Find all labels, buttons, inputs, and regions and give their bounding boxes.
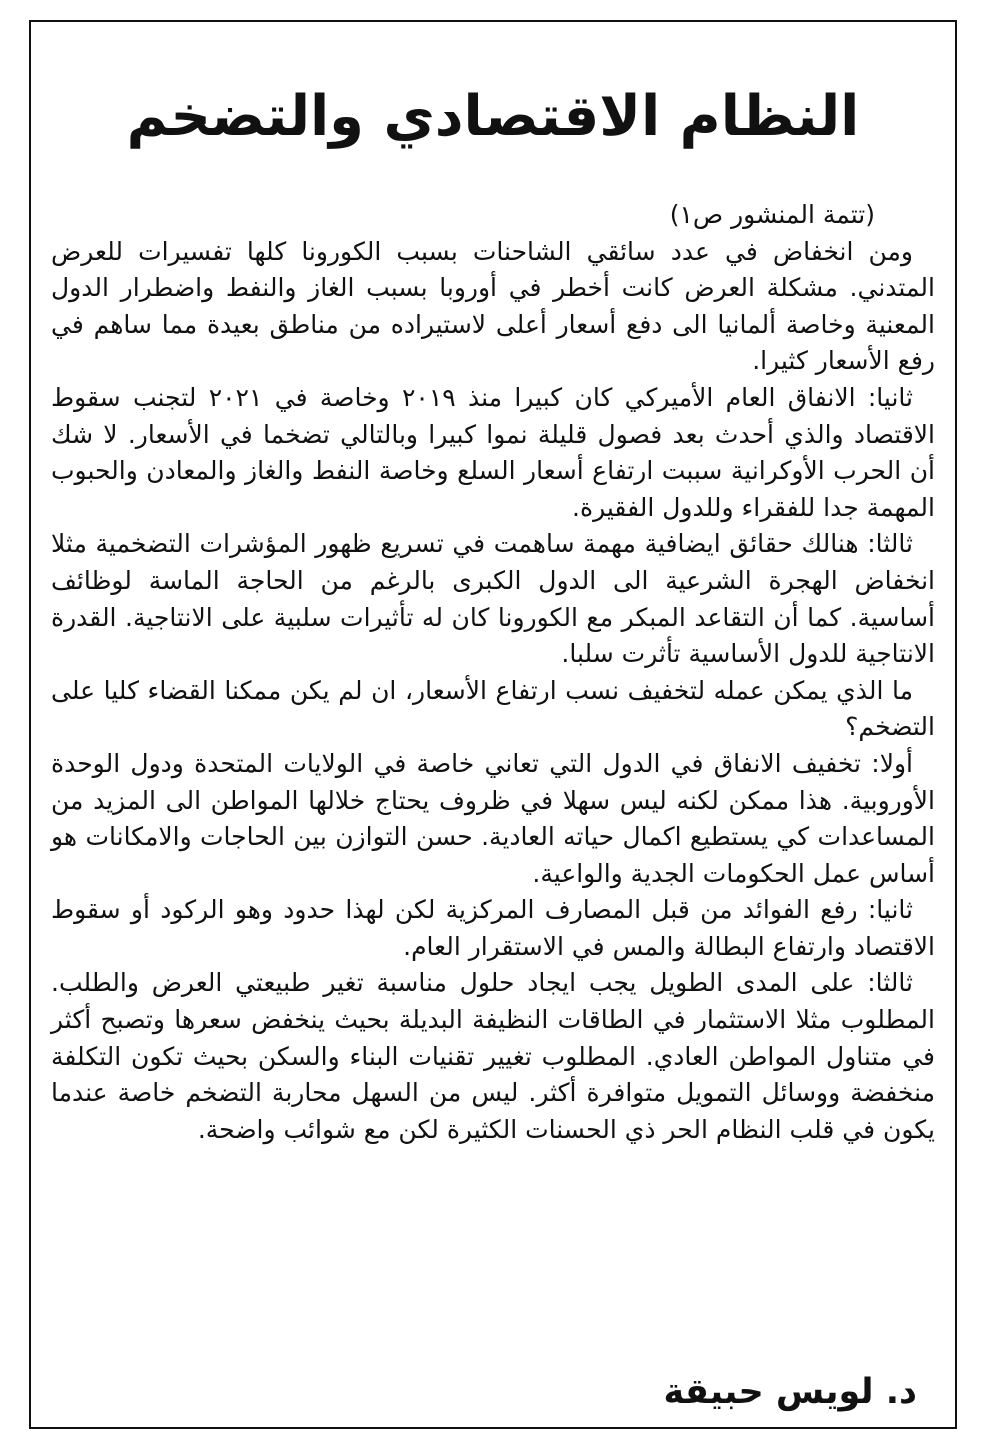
paragraph-supply-shortage: ومن انخفاض في عدد سائقي الشاحنات بسبب الكورونا كلها تفسيرات للعرض المتدني. مشكلة العرض كانت أخطر في أوروبا بسبب الغاز والنفط واضطرار الدول المعنية وخاصة ألمانيا الى دفع أسعار أعلى لاستيراده من مناطق بعيدة مما ساهم في رفع الأسعار كثيرا. — [51, 236, 935, 376]
article-frame — [29, 20, 957, 1429]
paragraph-reduce-spending: أولا: تخفيف الانفاق في الدول التي تعاني خاصة في الولايات المتحدة ودول الوحدة الأوروبية. هذا ممكن لكنه ليس سهلا في ظروف يحتاج خلالها المواطن الى المزيد من المساعدات كي يستطيع اكمال حياته العادية. حسن التوازن بين الحاجات والامكانات هو أساس عمل الحكومات الجدية والواعية. — [51, 748, 935, 888]
continuation-note: (تتمة المنشور ص١) — [669, 200, 875, 229]
author-signature: د. لويس حبيقة — [663, 1372, 917, 1412]
paragraph-question: ما الذي يمكن عمله لتخفيف نسب ارتفاع الأسعار، ان لم يكن ممكنا القضاء كليا على التضخم؟ — [51, 675, 935, 742]
article-title: النظام الاقتصادي والتضخم — [126, 84, 860, 149]
paragraph-us-spending: ثانيا: الانفاق العام الأميركي كان كبيرا منذ ٢٠١٩ وخاصة في ٢٠٢١ لتجنب سقوط الاقتصاد والذي أحدث بعد فصول قليلة نموا كبيرا وبالتالي تضخما في الأسعار. لا شك أن الحرب الأوكرانية سببت ارتفاع أسعار السلع وخاصة النفط والغاز والمعادن والحبوب المهمة جدا للفقراء وللدول الفقيرة. — [51, 382, 935, 522]
article-body — [51, 197, 935, 1148]
paragraph-raise-interest: ثانيا: رفع الفوائد من قبل المصارف المركزية لكن لهذا حدود وهو الركود أو سقوط الاقتصاد وارتفاع البطالة والمس في الاستقرار العام. — [51, 895, 935, 961]
paragraph-additional-factors: ثالثا: هنالك حقائق ايضافية مهمة ساهمت في تسريع ظهور المؤشرات التضخمية مثلا انخفاض الهجرة الشرعية الى الدول الكبرى بالرغم من الحاجة الماسة لوظائف أساسية. كما أن التقاعد المبكر مع الكورونا كان له تأثيرات سلبية على الانتاجية. القدرة الانتاجية للدول الأساسية تأثرت سلبا. — [51, 529, 935, 669]
paragraph-long-term: ثالثا: على المدى الطويل يجب ايجاد حلول مناسبة تغير طبيعتي العرض والطلب. المطلوب مثلا الاستثمار في الطاقات النظيفة البديلة بحيث ينخفض سعرها وتصبح أكثر في متناول المواطن العادي. المطلوب تغيير تقنيات البناء والسكن بحيث تكون التكلفة منخفضة ووسائل التمويل متوافرة أكثر. ليس من السهل محاربة التضخم خاصة عندما يكون في قلب النظام الحر ذي الحسنات الكثيرة لكن مع شوائب واضحة. — [51, 968, 935, 1144]
